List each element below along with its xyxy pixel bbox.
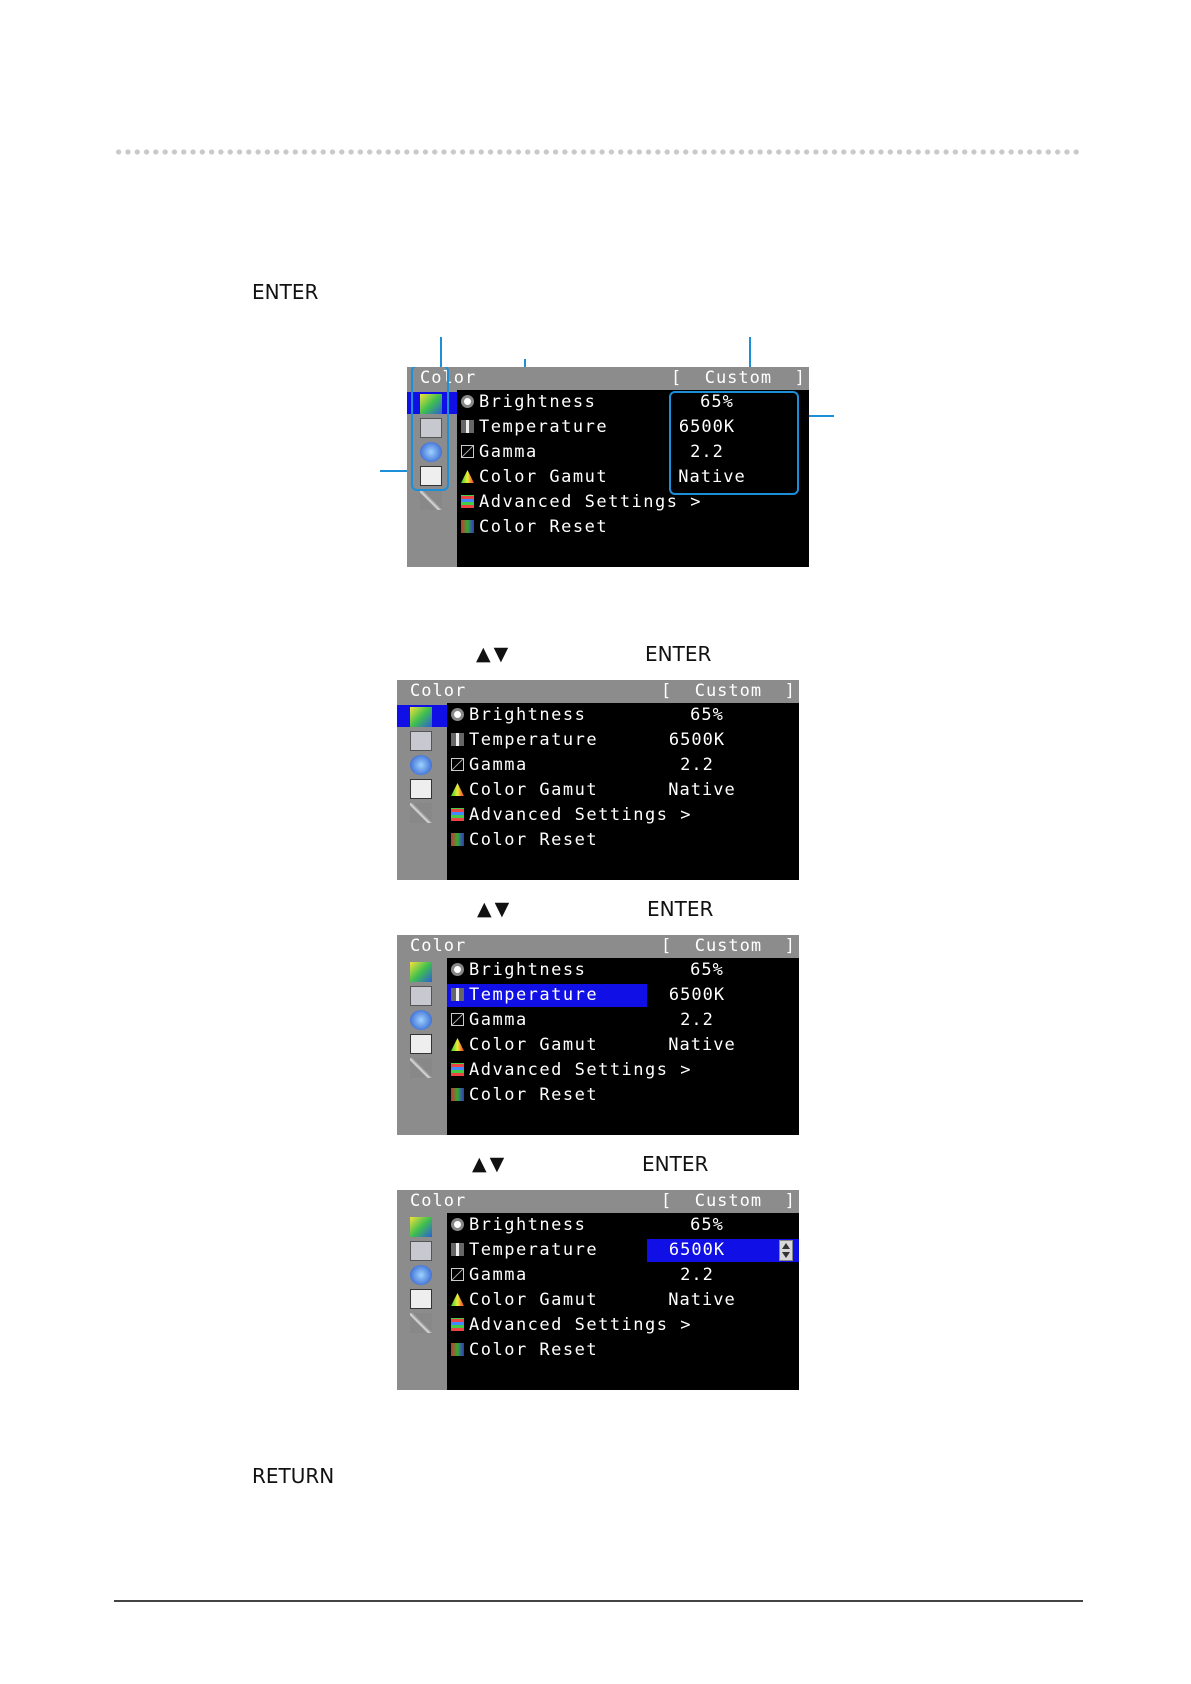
osd-mode: [ Custom ] [671,368,806,388]
value-gamma: 2.2 [690,442,724,462]
menu-item-temperature[interactable] [461,417,608,440]
menu-item-temperature[interactable] [451,1240,598,1263]
tools-icon[interactable] [420,490,442,510]
brightness-icon [451,708,464,721]
value-gamma: 2.2 [680,1265,714,1285]
menu-item-label: Brightness [469,1215,587,1235]
menu-item-label: Advanced Settings > [479,492,702,512]
menu-item-label: Advanced Settings > [469,805,692,825]
menu-item-label: Advanced Settings > [469,1060,692,1080]
menu-item-brightness[interactable] [461,392,596,415]
menu-item-label: Color Reset [479,517,609,537]
temperature-icon [451,733,464,746]
osd-menu-step3 [397,935,799,1135]
value-gamma: 2.2 [680,755,714,775]
color-icon[interactable] [410,1217,432,1237]
menu-item-label: Color Gamut [469,780,599,800]
info-icon[interactable] [410,1034,432,1054]
color-gamut-icon [451,783,464,796]
menu-item-label: Color Gamut [469,1290,599,1310]
step2-enter-label: ENTER [645,642,712,666]
menu-item-label: Brightness [469,705,587,725]
value-brightness: 65% [690,705,724,725]
value-color-gamut: Native [678,467,746,487]
gamma-icon [451,758,464,771]
menu-item-label: Brightness [469,960,587,980]
menu-item-label: Advanced Settings > [469,1315,692,1335]
osd-mode: [ Custom ] [661,681,796,701]
color-gamut-icon [451,1293,464,1306]
globe-icon[interactable] [410,755,432,775]
osd-menu-annotated [407,367,809,567]
color-icon[interactable] [410,962,432,982]
value-gamma: 2.2 [680,1010,714,1030]
menu-item-brightness[interactable] [451,1215,586,1238]
value-brightness: 65% [690,1215,724,1235]
temperature-icon [461,420,474,433]
menu-item-color-gamut[interactable] [451,780,598,803]
callout-line-title [440,337,442,371]
step2-arrows: ▲▼ [476,643,512,665]
osd-title: Color [410,681,467,701]
menu-item-color-reset[interactable] [451,1085,598,1108]
menu-item-label: Gamma [469,755,528,775]
color-gamut-icon [451,1038,464,1051]
menu-item-label: Color Gamut [469,1035,599,1055]
advanced-settings-icon [451,808,464,821]
gamma-icon [461,445,474,458]
step1-enter-label: ENTER [252,280,319,304]
value-temperature: 6500K [668,985,726,1005]
menu-item-label: Temperature [469,1240,599,1260]
monitor-icon[interactable] [410,1241,432,1261]
tools-icon[interactable] [410,1058,432,1078]
color-reset-icon [451,833,464,846]
color-reset-icon [461,520,474,533]
globe-icon[interactable] [410,1010,432,1030]
value-brightness: 65% [690,960,724,980]
menu-item-gamma[interactable] [451,1265,528,1288]
menu-item-gamma[interactable] [451,755,528,778]
info-icon[interactable] [410,1289,432,1309]
temperature-icon [451,1243,464,1256]
menu-item-gamma[interactable] [451,1010,528,1033]
step3-enter-label: ENTER [647,897,714,921]
step4-enter-label: ENTER [642,1152,709,1176]
menu-item-label: Color Gamut [479,467,609,487]
callout-box-values [669,391,799,495]
osd-title: Color [410,1191,467,1211]
menu-item-label: Color Reset [469,1085,599,1105]
menu-item-temperature[interactable] [451,985,598,1008]
color-gamut-icon [461,470,474,483]
step-return-label: RETURN [252,1464,335,1488]
osd-title: Color [420,368,477,388]
value-brightness: 65% [700,392,734,412]
step4-arrows: ▲▼ [472,1153,508,1175]
menu-item-label: Gamma [469,1010,528,1030]
advanced-settings-icon [451,1063,464,1076]
globe-icon[interactable] [410,1265,432,1285]
advanced-settings-icon [451,1318,464,1331]
monitor-icon[interactable] [410,731,432,751]
osd-mode: [ Custom ] [661,936,796,956]
monitor-icon[interactable] [410,986,432,1006]
menu-item-temperature[interactable] [451,730,598,753]
gamma-icon [451,1013,464,1026]
menu-item-color-gamut[interactable] [451,1035,598,1058]
brightness-icon [451,1218,464,1231]
menu-item-advanced-settings[interactable] [451,1315,692,1338]
menu-item-advanced-settings[interactable] [451,805,692,828]
menu-item-color-reset[interactable] [461,517,608,540]
menu-item-label: Color Reset [469,830,599,850]
menu-item-color-gamut[interactable] [461,467,608,490]
value-color-gamut: Native [668,780,736,800]
menu-item-color-reset[interactable] [451,830,598,853]
menu-item-label: Gamma [469,1265,528,1285]
value-temperature[interactable]: 6500K [668,1240,726,1260]
advanced-settings-icon [461,495,474,508]
tools-icon[interactable] [410,803,432,823]
menu-item-gamma[interactable] [461,442,538,465]
footer-rule [114,1600,1083,1602]
menu-item-brightness[interactable] [451,960,586,983]
osd-mode: [ Custom ] [661,1191,796,1211]
gamma-icon [451,1268,464,1281]
osd-menu-step2 [397,680,799,880]
color-reset-icon [451,1088,464,1101]
tools-icon[interactable] [410,1313,432,1333]
value-temperature: 6500K [668,730,726,750]
section-divider [114,149,1083,155]
brightness-icon [461,395,474,408]
menu-item-color-reset[interactable] [451,1340,598,1363]
osd-title: Color [410,936,467,956]
menu-item-label: Gamma [479,442,538,462]
menu-item-label: Brightness [479,392,597,412]
value-color-gamut: Native [668,1035,736,1055]
color-reset-icon [451,1343,464,1356]
menu-item-advanced-settings[interactable] [461,492,702,515]
menu-item-color-gamut[interactable] [451,1290,598,1313]
temperature-icon [451,988,464,1001]
menu-item-label: Temperature [469,985,599,1005]
callout-line-mode [749,337,751,371]
info-icon[interactable] [410,779,432,799]
menu-item-brightness[interactable] [451,705,586,728]
menu-item-label: Color Reset [469,1340,599,1360]
callout-box-icons [411,367,449,491]
osd-menu-step4 [397,1190,799,1390]
value-temperature: 6500K [678,417,736,437]
brightness-icon [451,963,464,976]
step3-arrows: ▲▼ [477,898,513,920]
menu-item-label: Temperature [469,730,599,750]
menu-item-label: Temperature [479,417,609,437]
value-spinner-icon[interactable] [779,1240,793,1261]
value-color-gamut: Native [668,1290,736,1310]
color-icon[interactable] [410,707,432,727]
menu-item-advanced-settings[interactable] [451,1060,692,1083]
